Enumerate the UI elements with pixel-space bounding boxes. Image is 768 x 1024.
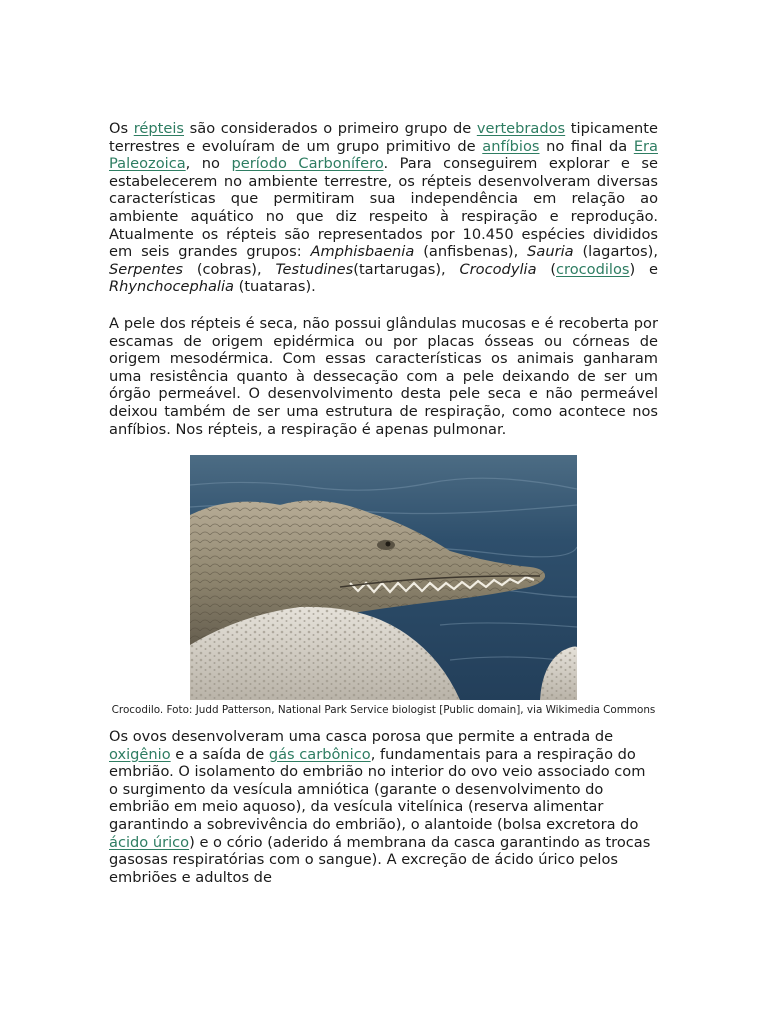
text-span: ) e o cório (aderido á membrana da casca garantindo as trocas gasosas respiratórias com o sangue). A excreção de ácido úrico pelos embriões e adultos de — [109, 833, 651, 886]
paragraph-skin: A pele dos répteis é seca, não possui glândulas mucosas e é recoberta por escamas de origem epidérmica ou por placas ósseas ou córneas de origem mesodérmica. Com essas características os animais ganharam uma resistência quanto à dessecação com a pele deixando de ser um órgão permeável. O desenvolvimento desta pele seca e não permeável deixou também de ser uma estrutura de respiração, como acontece nos anfíbios. Nos répteis, a respiração é apenas pulmonar. — [109, 314, 658, 438]
text-span: são considerados o primeiro grupo de — [184, 120, 477, 137]
text-span: ( — [536, 260, 557, 278]
spacer — [109, 296, 658, 315]
link-periodo-carbonifero[interactable]: período Carbonífero — [231, 155, 384, 173]
figure-caption: Crocodilo. Foto: Judd Patterson, National Park Service biologist [Public domain], via Wikimedia Commons — [111, 704, 656, 717]
crocodile-image — [190, 455, 577, 700]
link-era-paleozoica[interactable]: Era Paleozoica — [109, 137, 658, 173]
spacer — [109, 718, 658, 728]
link-anfibios[interactable]: anfíbios — [482, 137, 540, 155]
taxon-sauria: Sauria — [527, 243, 574, 261]
taxon-serpentes: Serpentes — [109, 260, 184, 278]
link-acido-urico[interactable]: ácido úrico — [109, 833, 190, 851]
text-span: , no — [185, 155, 232, 173]
text-span: Os — [109, 120, 134, 137]
link-gas-carbonico[interactable]: gás carbônico — [268, 745, 371, 763]
link-repteis[interactable]: répteis — [133, 120, 185, 137]
taxon-amphisbaenia: Amphisbaenia — [310, 243, 415, 261]
text-span: no final da — [539, 137, 634, 155]
link-crocodilos[interactable]: crocodilos — [556, 260, 630, 278]
text-span: (tartarugas), — [353, 260, 460, 278]
article — [109, 120, 658, 886]
spacer — [109, 438, 658, 455]
text-span: . Para conseguirem explorar e se estabelecerem no ambiente terrestre, os répteis desenvolveram diversas características que permitiram sua independência em relação ao ambiente aquático no que diz respeito à respiração e reprodução. Atualmente os répteis são representados por 10.450 espécies divididos em seis grandes grupos: — [109, 155, 658, 261]
taxon-crocodylia: Crocodylia — [459, 260, 537, 278]
crocodile-photo — [190, 455, 577, 700]
text-span: (lagartos), — [573, 243, 658, 261]
taxon-rhynchocephalia: Rhynchocephalia — [109, 278, 234, 296]
text-span: (cobras), — [183, 260, 276, 278]
paragraph-eggs — [109, 728, 658, 886]
text-span: tipicamente terrestres e evoluíram de um grupo primitivo de — [109, 120, 658, 155]
taxon-testudines: Testudines — [275, 260, 354, 278]
text-span: ) e — [629, 260, 658, 278]
text-span: , fundamentais para a respiração do embrião. O isolamento do embrião no interior do ovo veio associado com o surgimento da vesícula amniótica (garante o desenvolvimento do embrião em meio aquoso), da vesícula vitelínica (reserva alimentar garantindo a sobrevivência do embrião), o alantoide (bolsa excretora do — [109, 745, 646, 834]
text-span: (tuataras). — [234, 278, 316, 296]
paragraph-intro — [109, 120, 658, 296]
link-vertebrados[interactable]: vertebrados — [476, 120, 566, 137]
text-span: (anfisbenas), — [414, 243, 528, 261]
link-oxigenio[interactable]: oxigênio — [109, 745, 171, 763]
text-span: Os ovos desenvolveram uma casca porosa que permite a entrada de — [109, 728, 614, 746]
text-span: e a saída de — [170, 745, 269, 763]
